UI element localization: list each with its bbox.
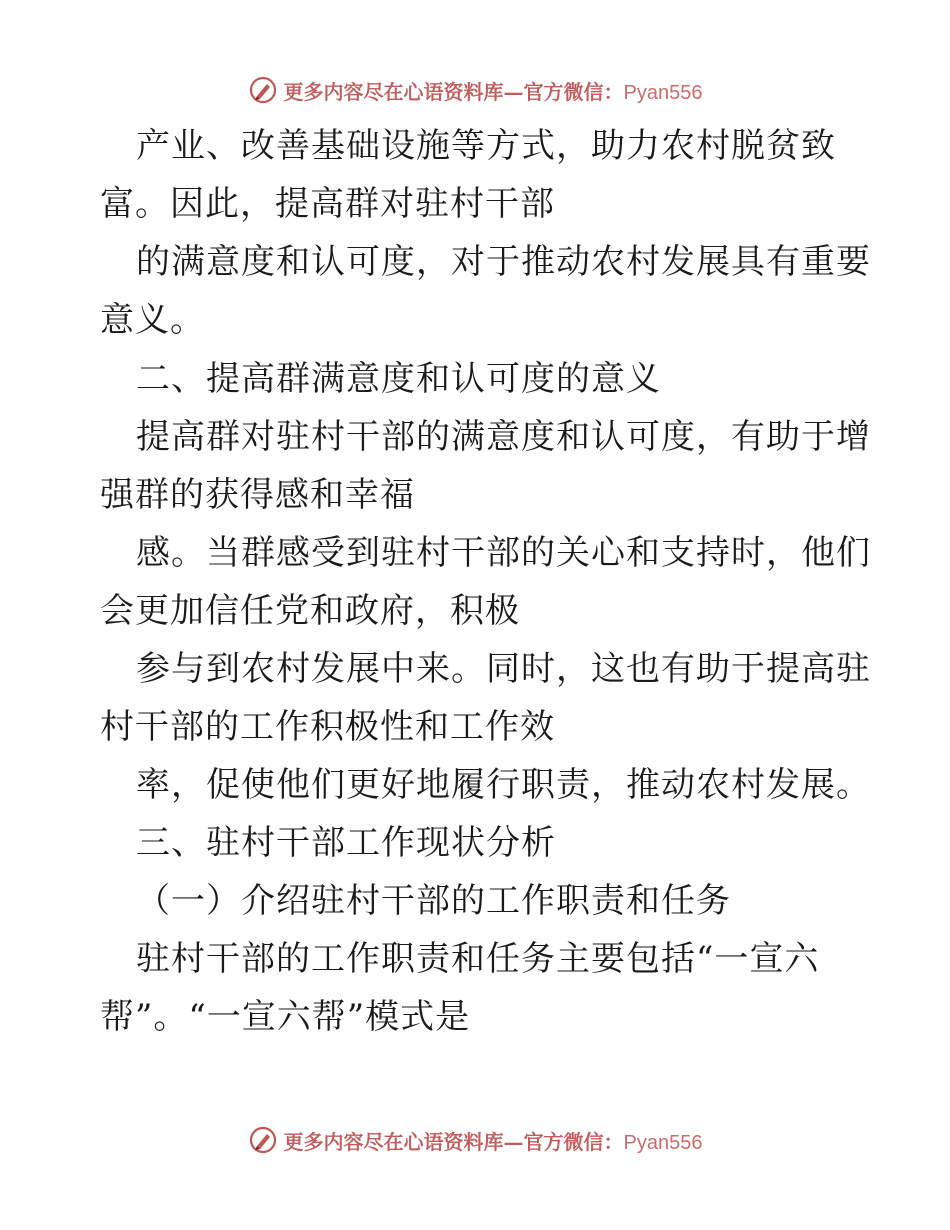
text-line: 富。因此，提高群对驻村干部 xyxy=(100,184,555,224)
watermark-official-label: 官方微信： xyxy=(523,1129,624,1154)
text-line: 感。当群感受到驻村干部的关心和支持时，他们 xyxy=(136,533,871,573)
text-line: 参与到农村发展中来。同时，这也有助于提高驻 xyxy=(136,649,871,689)
section-heading: 三、驻村干部工作现状分析 xyxy=(136,823,556,863)
text-line: 产业、改善基础设施等方式，助力农村脱贫致 xyxy=(136,126,836,166)
text-line: 驻村干部的工作职责和任务主要包括“一宣六 xyxy=(136,939,820,979)
watermark-dash: — xyxy=(503,1129,524,1154)
subsection-heading: （一）介绍驻村干部的工作职责和任务 xyxy=(136,881,731,921)
text-line: 提高群对驻村干部的满意度和认可度，有助于增 xyxy=(136,417,871,457)
text-line: 的满意度和认可度，对于推动农村发展具有重要 xyxy=(136,242,871,282)
watermark-site-text: 更多内容尽在心语资料库 xyxy=(283,1129,504,1154)
text-line: 帮”。“一宣六帮”模式是 xyxy=(100,997,471,1037)
text-line: 意义。 xyxy=(100,300,205,340)
pen-logo-icon xyxy=(248,1125,278,1155)
watermark-site-text: 更多内容尽在心语资料库 xyxy=(283,79,504,104)
section-heading: 二、提高群满意度和认可度的意义 xyxy=(136,359,661,399)
watermark-text xyxy=(284,76,703,105)
watermark-dash: — xyxy=(503,79,524,104)
text-line: 强群的获得感和幸福 xyxy=(100,475,415,515)
text-line: 会更加信任党和政府，积极 xyxy=(100,591,520,631)
watermark-wechat-id: Pyan556 xyxy=(623,1131,703,1154)
header-watermark xyxy=(0,70,950,110)
text-line: 率，促使他们更好地履行职责，推动农村发展。 xyxy=(136,765,871,805)
footer-watermark xyxy=(0,1120,950,1160)
watermark-text xyxy=(284,1126,703,1155)
watermark-wechat-id: Pyan556 xyxy=(623,81,703,104)
text-line: 村干部的工作积极性和工作效 xyxy=(100,707,555,747)
pen-logo-icon xyxy=(248,75,278,105)
watermark-official-label: 官方微信： xyxy=(523,79,624,104)
